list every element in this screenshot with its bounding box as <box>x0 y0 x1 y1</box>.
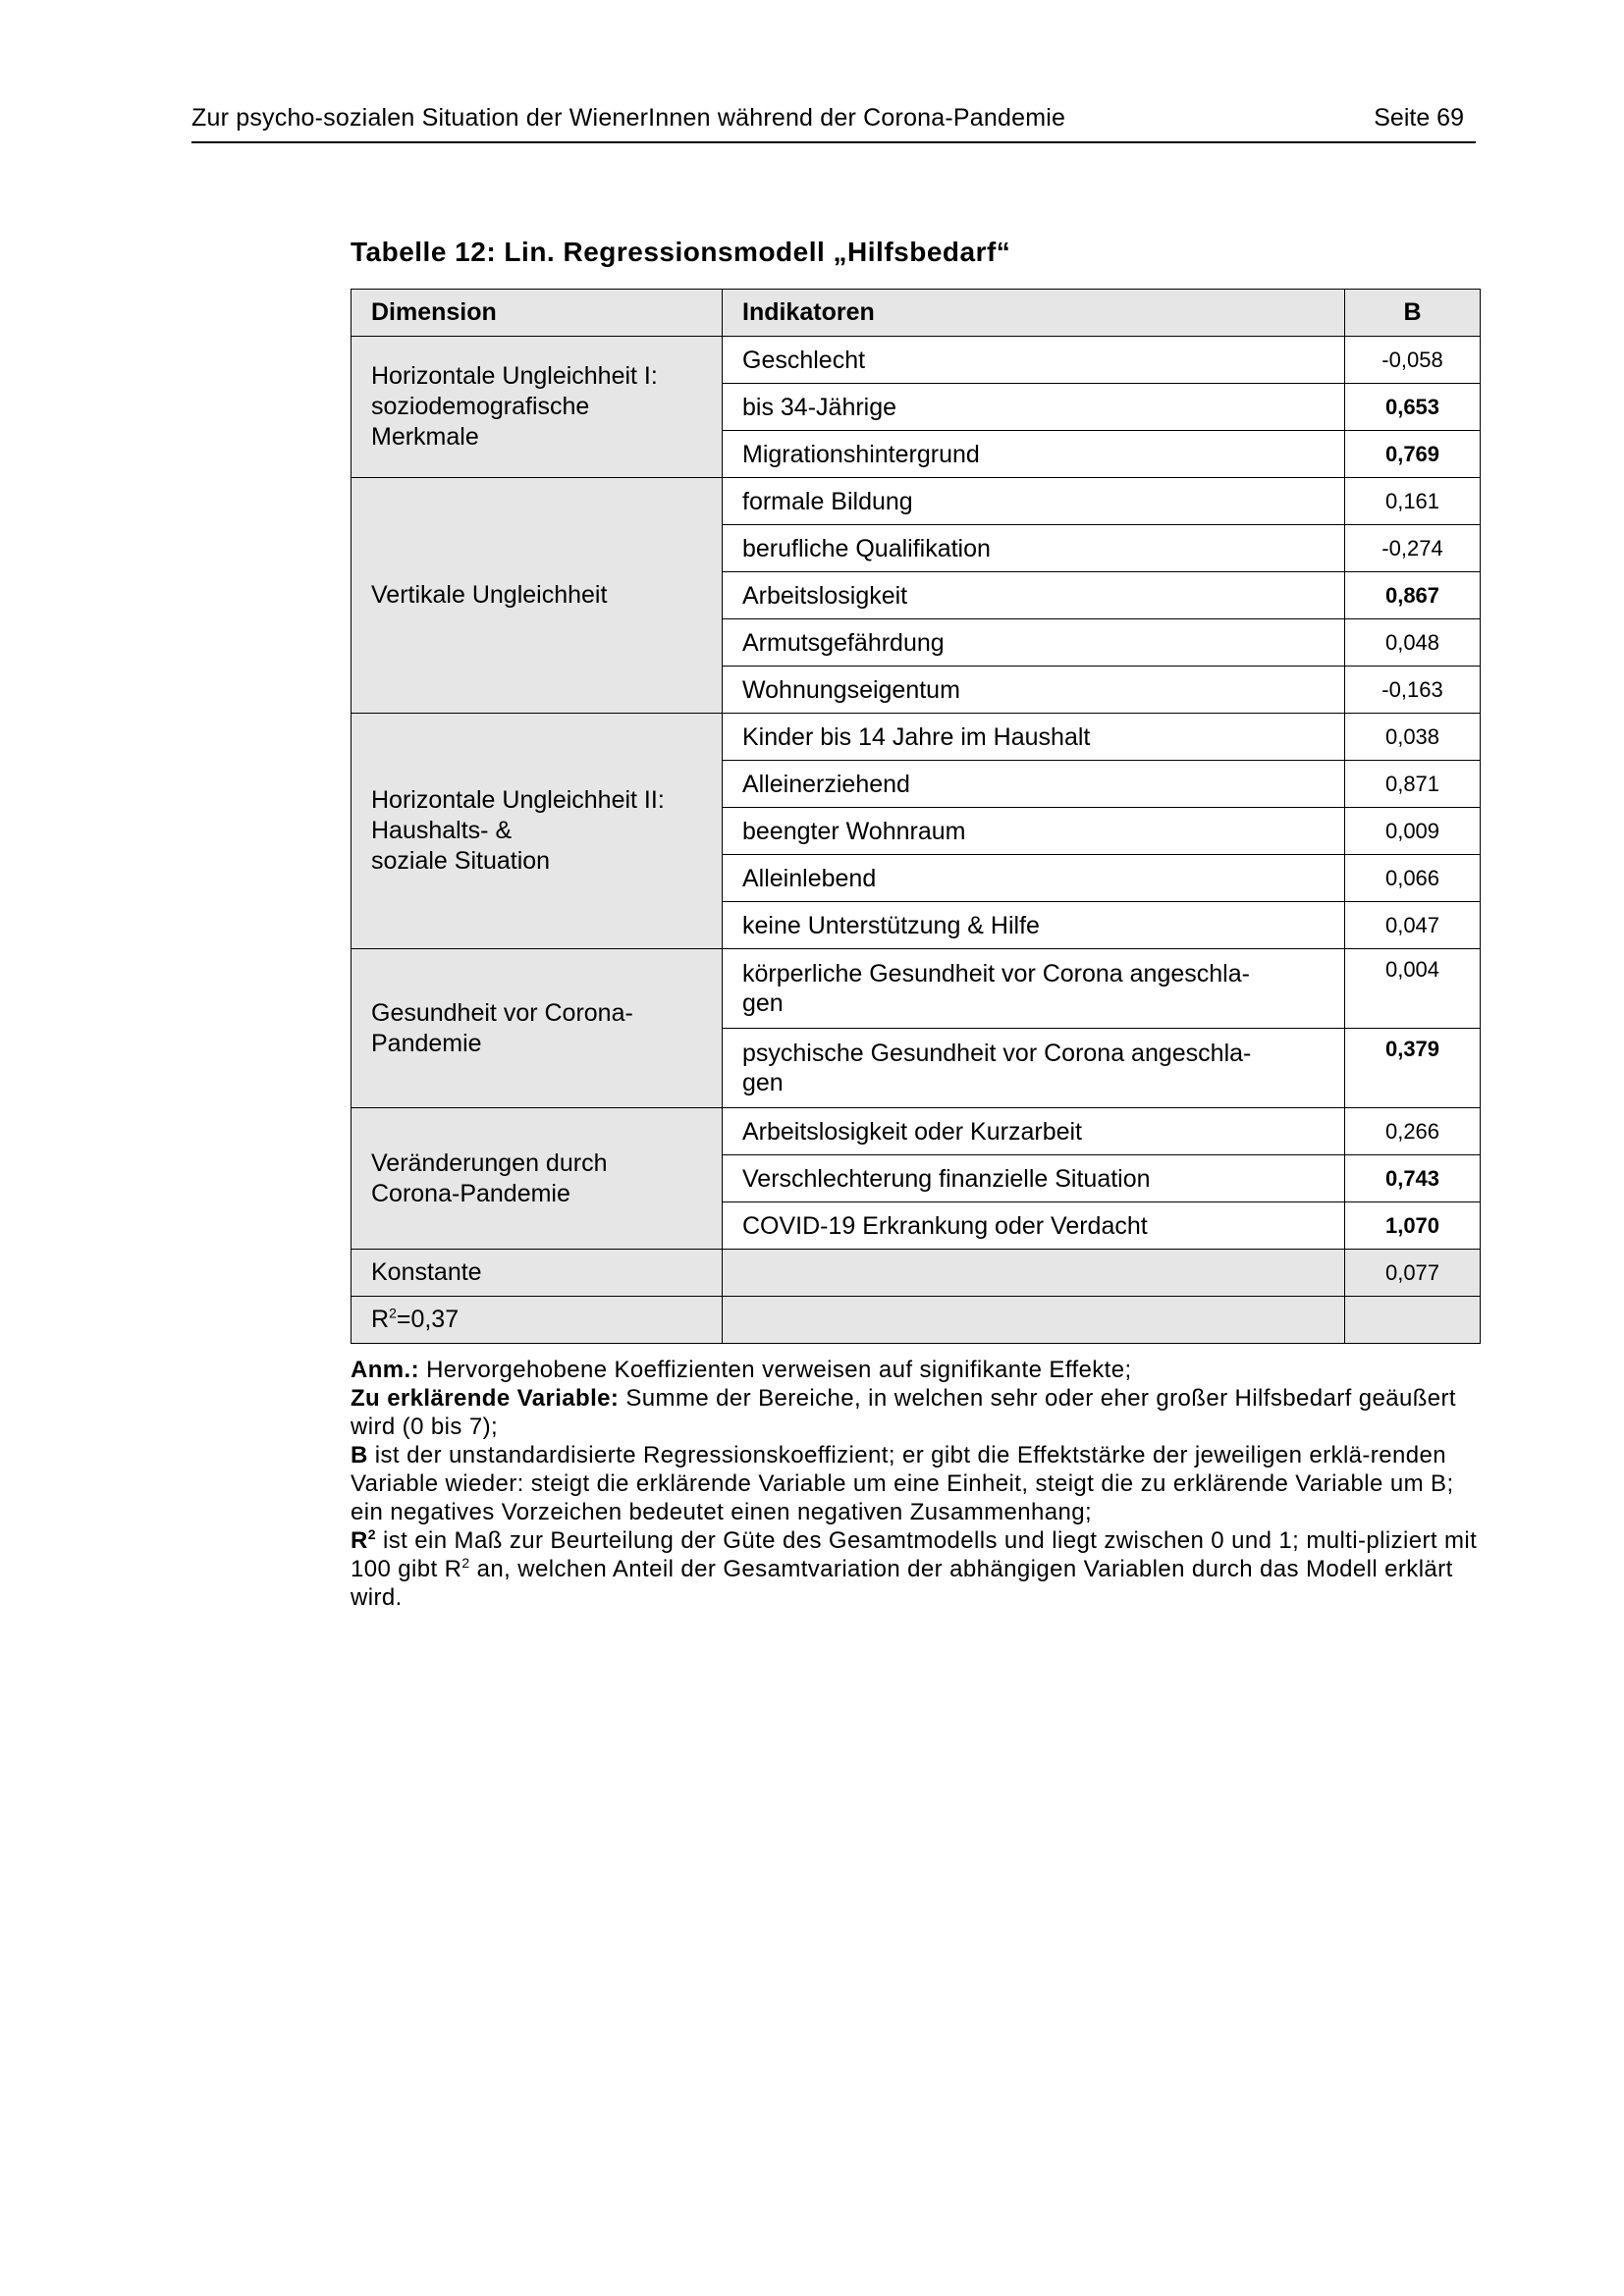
indicator-cell: keine Unterstützung & Hilfe <box>723 902 1345 949</box>
document-title: Zur psycho-sozialen Situation der WienerInnen während der Corona-Pandemie <box>191 104 1066 132</box>
dimension-label-line: Vertikale Ungleichheit <box>371 581 608 609</box>
indicator-cell: Kinder bis 14 Jahre im Haushalt <box>723 714 1345 761</box>
dimension-label-line: Pandemie <box>371 1029 482 1057</box>
indicator-cell: bis 34-Jährige <box>723 384 1345 431</box>
note-b-text: ist der unstandardisierte Regressionskoeffizient; er gibt die Effektstärke der jeweiligen erklä-renden Variable wieder: steigt die erklärende Variable um eine Einheit, steigt die zu erklärende Variable um B; ein negatives Vorzeichen bedeutet einen negativen Zusammenhang; <box>351 1442 1454 1525</box>
table-row <box>352 337 1481 384</box>
page-header <box>191 102 1476 143</box>
note-dependent-variable-label: Zu erklärende Variable: <box>351 1385 620 1412</box>
dimension-label-line: soziale Situation <box>371 847 551 875</box>
constant-label: Konstante <box>352 1250 723 1297</box>
note-annotation-label: Anm.: <box>351 1357 419 1383</box>
dimension-label-line: soziodemografische <box>371 393 590 420</box>
note-dependent-variable-text: Summe der Bereiche, in welchen sehr oder eher großer Hilfsbedarf geäußert wird (0 bis 7); <box>351 1385 1456 1440</box>
table-notes <box>351 1356 1480 1612</box>
indicator-cell: Armutsgefährdung <box>723 619 1345 667</box>
dimension-label-line: Gesundheit vor Corona- <box>371 998 633 1027</box>
coefficient-cell: 0,266 <box>1345 1108 1481 1155</box>
indicator-cell: beengter Wohnraum <box>723 808 1345 855</box>
coefficient-cell: 0,161 <box>1345 478 1481 525</box>
note-b-coefficient <box>351 1441 1480 1526</box>
indicator-cell: Migrationshintergrund <box>723 431 1345 478</box>
dimension-label-line: Horizontale Ungleichheit II: <box>371 786 665 814</box>
indicator-cell: körperliche Gesundheit vor Corona angeschla- gen <box>723 949 1345 1029</box>
coefficient-cell: -0,058 <box>1345 337 1481 384</box>
page-number: Seite 69 <box>1374 104 1464 132</box>
r-squared-label <box>352 1297 723 1344</box>
coefficient-cell: 1,070 <box>1345 1202 1481 1250</box>
note-r-text-2: an, welchen Anteil der Gesamtvariation der abhängigen Variablen durch das Modell erklärt wird. <box>351 1556 1453 1611</box>
coefficient-cell: 0,653 <box>1345 384 1481 431</box>
table-caption: Tabelle 12: Lin. Regressionsmodell „Hilfsbedarf“ <box>351 237 1011 267</box>
coefficient-cell: 0,871 <box>1345 761 1481 808</box>
dimension-label-line: Haushalts- & <box>371 817 513 844</box>
note-r-text-superscript: 2 <box>461 1555 470 1571</box>
coefficient-cell: 0,743 <box>1345 1155 1481 1202</box>
column-header-indicators: Indikatoren <box>723 290 1345 337</box>
r-squared-b-empty <box>1345 1297 1481 1344</box>
regression-table <box>351 289 1481 1344</box>
coefficient-cell: 0,769 <box>1345 431 1481 478</box>
coefficient-cell: 0,004 <box>1345 949 1481 1029</box>
table-row <box>352 949 1481 1029</box>
coefficient-cell: 0,047 <box>1345 902 1481 949</box>
dimension-cell <box>352 1108 723 1250</box>
constant-row <box>352 1250 1481 1297</box>
indicator-cell: psychische Gesundheit vor Corona angeschla- gen <box>723 1029 1345 1108</box>
dimension-label-line: Veränderungen durch <box>371 1148 608 1177</box>
indicator-cell: Geschlecht <box>723 337 1345 384</box>
r-squared-indicator-empty <box>723 1297 1345 1344</box>
r-squared-letter: R <box>371 1306 390 1333</box>
coefficient-cell: 0,379 <box>1345 1029 1481 1108</box>
indicator-cell: Alleinerziehend <box>723 761 1345 808</box>
dimension-cell <box>352 337 723 478</box>
coefficient-cell: -0,163 <box>1345 667 1481 714</box>
indicator-cell: COVID-19 Erkrankung oder Verdacht <box>723 1202 1345 1250</box>
dimension-label-line: Merkmale <box>371 423 479 451</box>
note-b-label: B <box>351 1442 368 1468</box>
indicator-cell: formale Bildung <box>723 478 1345 525</box>
table-body <box>352 337 1481 1344</box>
note-annotation <box>351 1356 1480 1384</box>
dimension-cell <box>352 949 723 1108</box>
note-r-superscript: 2 <box>367 1526 376 1542</box>
note-dependent-variable <box>351 1384 1480 1441</box>
indicator-cell: Arbeitslosigkeit <box>723 572 1345 619</box>
coefficient-cell: 0,066 <box>1345 855 1481 902</box>
note-r-label <box>351 1527 376 1554</box>
table-row <box>352 1108 1481 1155</box>
coefficient-cell: -0,274 <box>1345 525 1481 572</box>
constant-value: 0,077 <box>1345 1250 1481 1297</box>
table-row <box>352 478 1481 525</box>
indicator-cell: Verschlechterung finanzielle Situation <box>723 1155 1345 1202</box>
dimension-cell <box>352 714 723 949</box>
indicator-cell: Alleinlebend <box>723 855 1345 902</box>
table-header-row <box>352 290 1481 337</box>
dimension-label-line: Corona-Pandemie <box>371 1179 570 1207</box>
dimension-cell <box>352 478 723 714</box>
note-annotation-text: Hervorgehobene Koeffizienten verweisen auf signifikante Effekte; <box>419 1357 1132 1383</box>
r-squared-value: =0,37 <box>396 1306 460 1333</box>
r-squared-superscript: 2 <box>389 1305 397 1321</box>
indicator-cell: Arbeitslosigkeit oder Kurzarbeit <box>723 1108 1345 1155</box>
note-r-letter: R <box>351 1527 368 1554</box>
coefficient-cell: 0,867 <box>1345 572 1481 619</box>
r-squared-row <box>352 1297 1481 1344</box>
table-row <box>352 714 1481 761</box>
column-header-dimension: Dimension <box>352 290 723 337</box>
column-header-b: B <box>1345 290 1481 337</box>
dimension-label-line: Horizontale Ungleichheit I: <box>371 362 658 390</box>
coefficient-cell: 0,048 <box>1345 619 1481 667</box>
indicator-cell: berufliche Qualifikation <box>723 525 1345 572</box>
coefficient-cell: 0,009 <box>1345 808 1481 855</box>
indicator-cell: Wohnungseigentum <box>723 667 1345 714</box>
note-r-text-1: ist ein Maß zur Beurteilung der Güte des Gesamtmodells und liegt zwischen 0 und 1; multi-pliziert mit 100 gibt R <box>351 1527 1478 1582</box>
constant-indicator-empty <box>723 1250 1345 1297</box>
coefficient-cell: 0,038 <box>1345 714 1481 761</box>
note-r-squared <box>351 1526 1480 1612</box>
